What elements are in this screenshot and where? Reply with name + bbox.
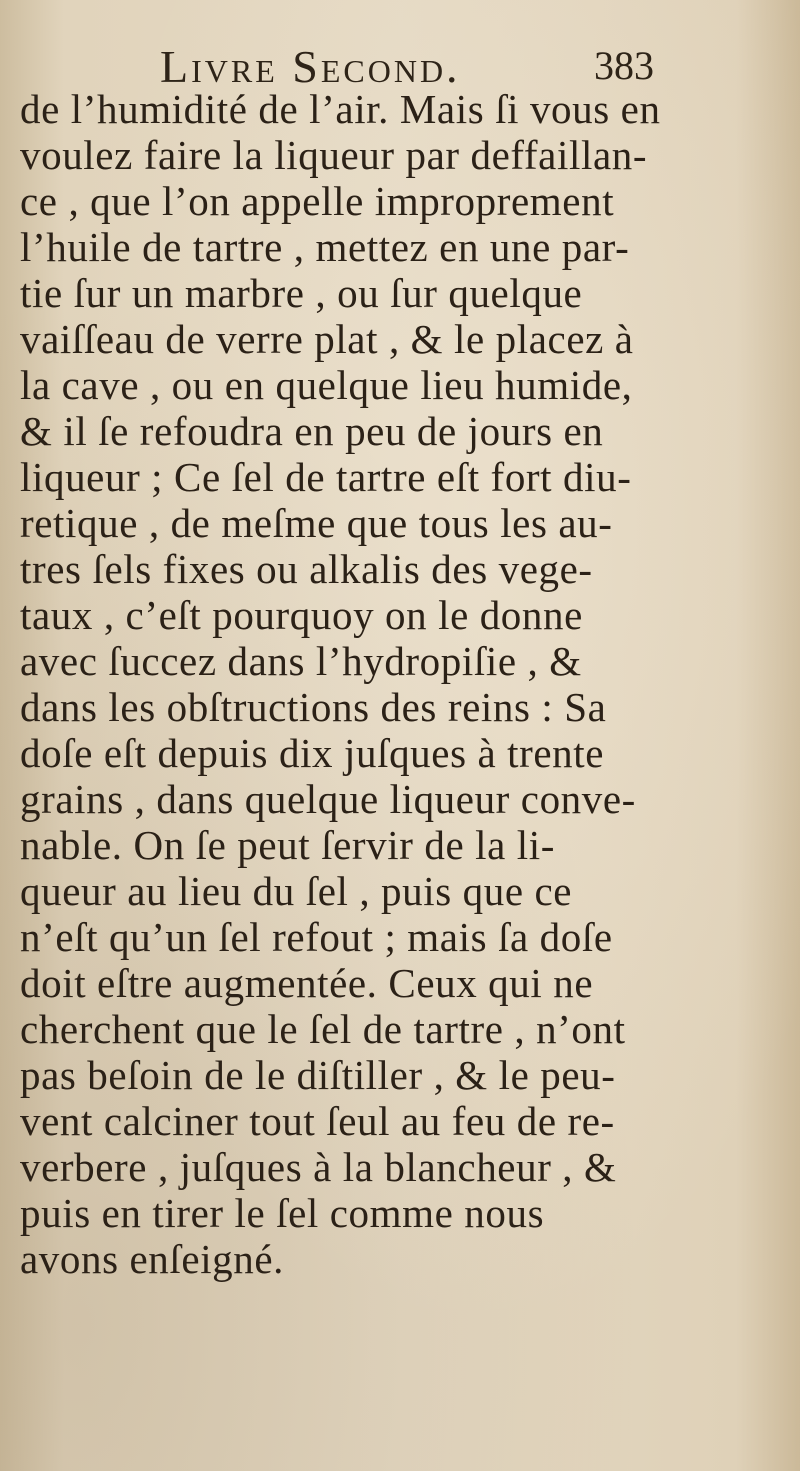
text-line: puis en tirer le ſel comme nous [20,1190,545,1236]
text-line: dans les obſtructions des reins : Sa [20,684,607,730]
text-line: liqueur ; Ce ſel de tartre eſt fort diu- [20,454,632,500]
text-line: grains , dans quelque liqueur conve- [20,776,636,822]
text-line: tie ſur un marbre , ou ſur quelque [20,270,583,316]
text-line: avec ſuccez dans l’hydropiſie , & [20,638,582,684]
text-line: queur au lieu du ſel , puis que ce [20,868,573,914]
text-line: taux , c’eſt pourquoy on le donne [20,592,583,638]
text-line: n’eſt qu’un ſel refout ; mais ſa doſe [20,914,613,960]
text-line: cherchent que le ſel de tartre , n’ont [20,1006,626,1052]
page-number: 383 [594,43,654,88]
text-line: verbere , juſques à la blancheur , & [20,1144,617,1190]
text-line: & il ſe refoudra en peu de jours en [20,408,604,454]
text-line: voulez faire la liqueur par deffaillan- [20,132,648,178]
text-line: la cave , ou en quelque lieu humide, [20,362,633,408]
text-line: ce , que l’on appelle improprement [20,178,615,224]
body-text [20,86,800,1282]
text-line: de l’humidité de l’air. Mais ſi vous en [20,86,661,132]
text-line: retique , de meſme que tous les au- [20,500,613,546]
text-line: vaiſſeau de verre plat , & le placez à [20,316,634,362]
text-line: pas beſoin de le diſtiller , & le peu- [20,1052,616,1098]
text-line: l’huile de tartre , mettez en une par- [20,224,630,270]
running-title: Livre Second. [160,41,461,92]
text-line: tres ſels fixes ou alkalis des vege- [20,546,593,592]
text-line: avons enſeigné. [20,1236,285,1282]
text-line: doit eſtre augmentée. Ceux qui ne [20,960,594,1006]
text-line: doſe eſt depuis dix juſques à trente [20,730,605,776]
text-line: vent calciner tout ſeul au feu de re- [20,1098,615,1144]
text-line: nable. On ſe peut ſervir de la li- [20,822,555,868]
